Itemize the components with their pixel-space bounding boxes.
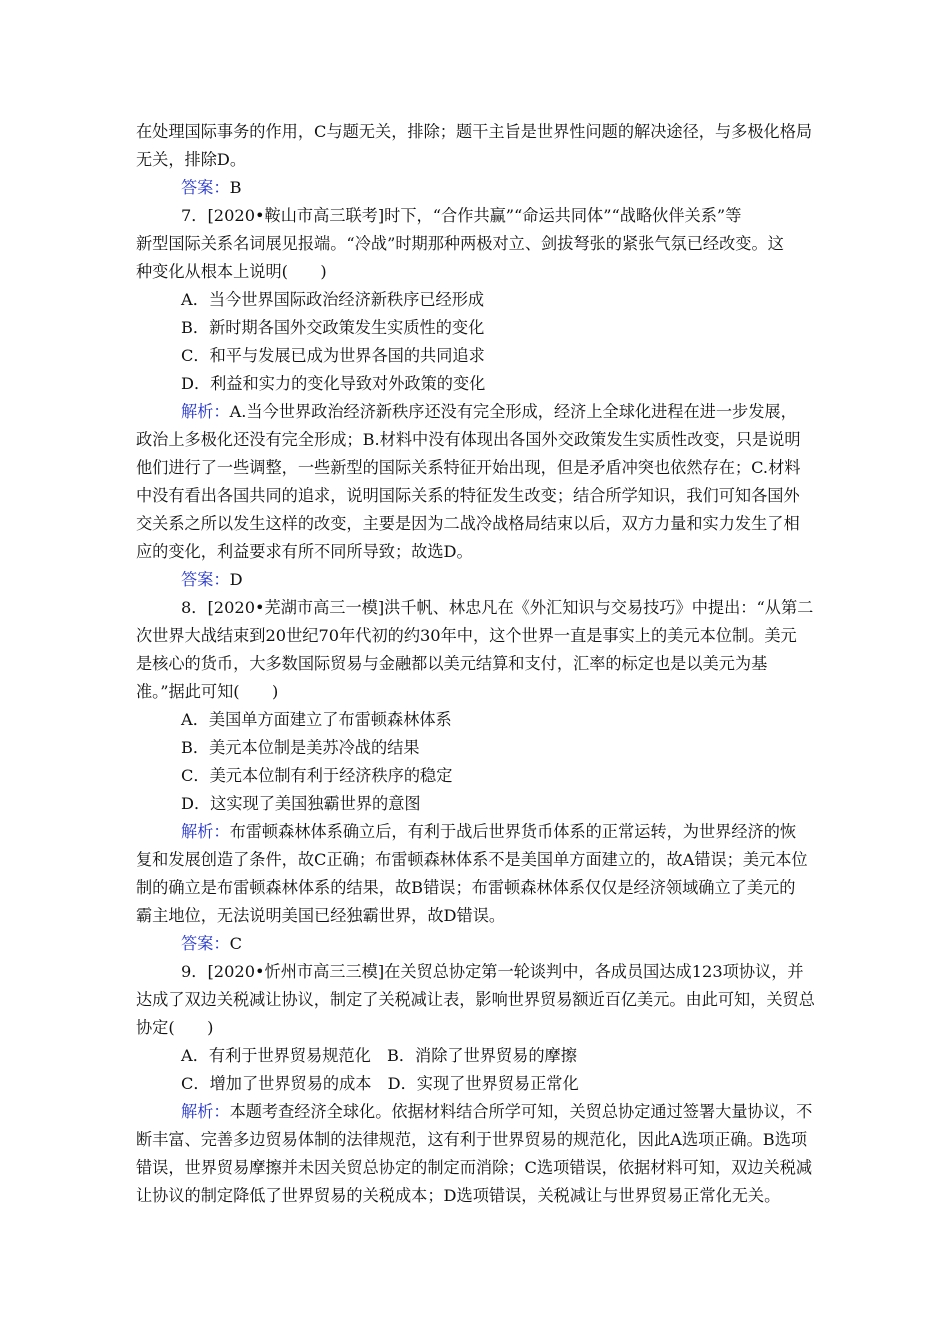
question-8-option: B．美元本位制是美苏冷战的结果 [181, 738, 420, 757]
question-9-option: C．增加了世界贸易的成本 D．实现了世界贸易正常化 [181, 1074, 579, 1093]
question-9-option: A．有利于世界贸易规范化 B．消除了世界贸易的摩擦 [181, 1046, 577, 1065]
analysis-line [181, 822, 796, 842]
analysis-text: 本题考查经济全球化。依据材料结合所学可知，关贸总协定通过签署大量协议，不 [229, 1102, 813, 1121]
answer-value: D [229, 570, 243, 589]
answer-line [181, 934, 242, 954]
answer-value: C [229, 934, 242, 953]
analysis-label: 解析： [181, 402, 230, 421]
analysis-line: 霸主地位，无法说明美国已经独霸世界，故D错误。 [136, 906, 506, 925]
analysis-label: 解析： [181, 822, 230, 841]
answer-label: 答案： [181, 570, 230, 589]
question-7-option: A．当今世界国际政治经济新秩序已经形成 [181, 290, 485, 309]
question-8-stem: 次世界大战结束到20世纪70年代初的约30年中，这个世界一直是事实上的美元本位制。美元 [136, 626, 797, 645]
analysis-line: 复和发展创造了条件，故C正确；布雷顿森林体系不是美国单方面建立的，故A错误；美元本位 [136, 850, 808, 869]
analysis-line: 错误，世界贸易摩擦并未因关贸总协定的制定而消除；C选项错误，依据材料可知，双边关税减 [136, 1158, 813, 1177]
question-7-option: B．新时期各国外交政策发生实质性的变化 [181, 318, 485, 337]
question-7-stem: 种变化从根本上说明( ) [136, 262, 327, 281]
question-8-stem: 是核心的货币，大多数国际贸易与金融都以美元结算和支付，汇率的标定也是以美元为基 [136, 654, 768, 673]
analysis-label: 解析： [181, 1102, 230, 1121]
answer-value: B [229, 178, 242, 197]
question-7-stem: 新型国际关系名词展见报端。“冷战”时期那种两极对立、剑拔弩张的紧张气氛已经改变。这 [136, 234, 784, 253]
intro-line: 在处理国际事务的作用，C与题无关，排除；题干主旨是世界性问题的解决途径，与多极化格局 [136, 122, 813, 141]
question-8-option: A．美国单方面建立了布雷顿森林体系 [181, 710, 452, 729]
question-7-option: C．和平与发展已成为世界各国的共同追求 [181, 346, 485, 365]
analysis-line: 制的确立是布雷顿森林体系的结果，故B错误；布雷顿森林体系仅仅是经济领域确立了美元的 [136, 878, 796, 897]
answer-line [181, 178, 241, 198]
question-9-stem: 协定( ) [136, 1018, 214, 1037]
question-8-stem: 8．[2020•芜湖市高三一模]洪千帆、林忠凡在《外汇知识与交易技巧》中提出：“从第二 [181, 598, 814, 617]
question-8-stem: 准。”据此可知( ) [136, 682, 279, 701]
analysis-text: 布雷顿森林体系确立后，有利于战后世界货币体系的正常运转，为世界经济的恢 [229, 822, 797, 841]
analysis-line: 断丰富、完善多边贸易体制的法律规范，这有利于世界贸易的规范化，因此A选项正确。B选项 [136, 1130, 808, 1149]
analysis-line: 中没有看出各国共同的追求，说明国际关系的特征发生改变；结合所学知识，我们可知各国外 [136, 486, 800, 505]
analysis-line [181, 1102, 812, 1122]
analysis-line: 交关系之所以发生这样的改变，主要是因为二战冷战格局结束以后，双方力量和实力发生了相 [136, 514, 800, 533]
analysis-line [181, 402, 797, 422]
analysis-text: A.当今世界政治经济新秩序还没有完全形成，经济上全球化进程在进一步发展， [229, 402, 797, 421]
question-8-option: C．美元本位制有利于经济秩序的稳定 [181, 766, 453, 785]
question-7-option: D．利益和实力的变化导致对外政策的变化 [181, 374, 486, 393]
question-9-stem: 达成了双边关税减让协议，制定了关税减让表，影响世界贸易额近百亿美元。由此可知，关贸总 [136, 990, 815, 1009]
answer-label: 答案： [181, 934, 230, 953]
question-8-option: D．这实现了美国独霸世界的意图 [181, 794, 421, 813]
analysis-line: 让协议的制定降低了世界贸易的关税成本；D选项错误，关税减让与世界贸易正常化无关。 [136, 1186, 781, 1205]
question-9-stem: 9．[2020•忻州市高三三模]在关贸总协定第一轮谈判中，各成员国达成123项协议，并 [181, 962, 804, 981]
analysis-line: 他们进行了一些调整，一些新型的国际关系特征开始出现，但是矛盾冲突也依然存在；C.材料 [136, 458, 801, 477]
analysis-line: 政治上多极化还没有完全形成；B.材料中没有体现出各国外交政策发生实质性改变，只是说明 [136, 430, 801, 449]
question-7-stem: 7．[2020•鞍山市高三联考]时下，“合作共赢”“命运共同体”“战略伙伴关系”等 [181, 206, 742, 225]
answer-line [181, 570, 243, 590]
intro-line: 无关，排除D。 [136, 150, 247, 169]
answer-label: 答案： [181, 178, 230, 197]
analysis-line: 应的变化，利益要求有所不同所导致；故选D。 [136, 542, 473, 561]
